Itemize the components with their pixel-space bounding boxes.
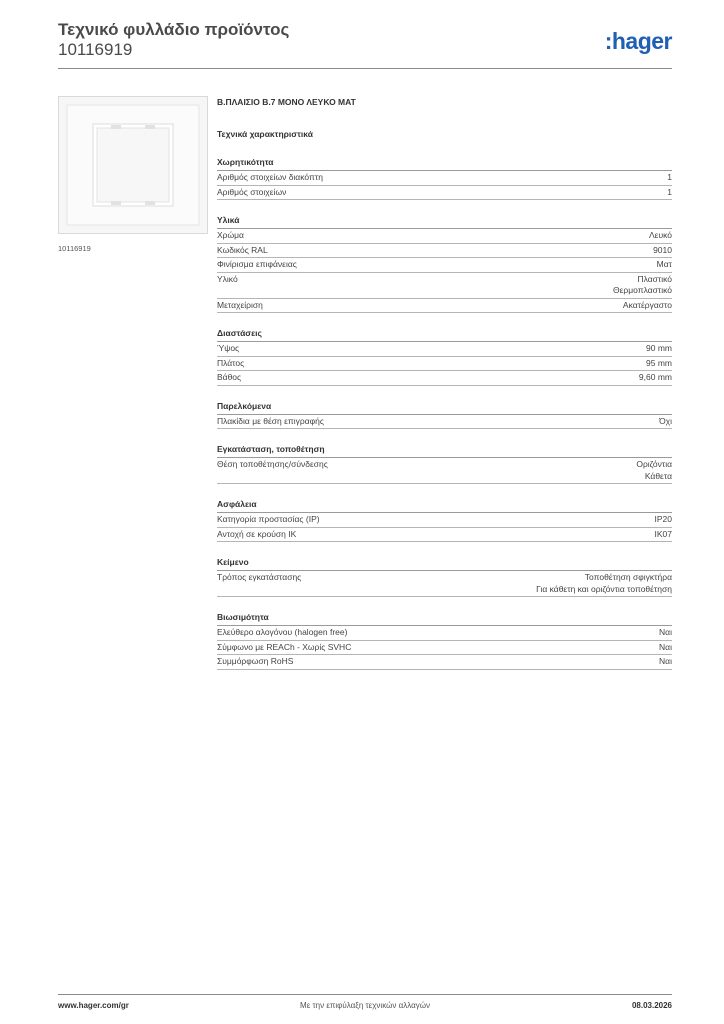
spec-group (217, 498, 672, 542)
spec-label: Φινίρισμα επιφάνειας (217, 259, 297, 269)
spec-label: Σύμφωνο με REACh - Χωρίς SVHC (217, 641, 352, 652)
hager-logo (605, 28, 672, 55)
spec-row (217, 528, 672, 543)
spec-label: Υλικό (217, 273, 238, 284)
spec-value-line: Κάθετα (644, 470, 672, 481)
spec-value (536, 572, 672, 595)
spec-value-line: Ναι (659, 641, 672, 652)
spec-label: Αριθμός στοιχείων διακόπτη (217, 172, 323, 182)
spec-value-line: IK07 (654, 528, 672, 539)
spec-value (655, 529, 673, 541)
section-title: Τεχνικά χαρακτηριστικά (217, 129, 313, 139)
spec-value (659, 656, 672, 668)
spec-label: Θέση τοποθέτησης/σύνδεσης (217, 459, 328, 469)
spec-value (655, 514, 673, 526)
spec-group (217, 443, 672, 484)
spec-value-line: Λευκό (649, 230, 672, 240)
spec-row (217, 655, 672, 670)
spec-value (639, 372, 672, 384)
spec-group (217, 556, 672, 597)
spec-value-line: Τοποθέτηση σφιγκτήρα (584, 572, 672, 582)
spec-label: Βάθος (217, 372, 242, 382)
spec-row (217, 571, 672, 597)
spec-label: Πλάτος (217, 357, 245, 368)
group-heading: Κείμενο (217, 556, 672, 571)
spec-label: Πλακίδια με θέση επιγραφής (217, 415, 324, 426)
spec-value (667, 187, 672, 199)
spec-value (653, 245, 672, 257)
group-heading: Υλικά (217, 214, 672, 229)
group-heading: Διαστάσεις (217, 327, 672, 342)
spec-label: Ελεύθερο αλογόνου (halogen free) (217, 627, 348, 637)
spec-value-line: 90 mm (646, 343, 672, 353)
spec-group (217, 611, 672, 670)
spec-group (217, 400, 672, 430)
product-image (58, 96, 208, 234)
spec-value-line: 9010 (653, 244, 672, 255)
page-header (58, 20, 672, 70)
footer-date: 08.03.2026 (631, 1001, 672, 1010)
spec-value (649, 230, 672, 242)
spec-row (217, 357, 672, 372)
spec-value (613, 274, 672, 297)
spec-row (217, 371, 672, 386)
spec-value-line: Όχι (659, 415, 672, 426)
specifications (217, 96, 672, 670)
spec-value-line: 1 (667, 172, 672, 182)
spec-row (217, 299, 672, 314)
spec-label: Αντοχή σε κρούση IK (217, 528, 297, 539)
document-title: Τεχνικό φυλλάδιο προϊόντος (58, 20, 290, 39)
spec-row (217, 415, 672, 430)
spec-value-line: Θερμοπλαστικό (612, 285, 672, 295)
header-divider (58, 68, 672, 69)
spec-row (217, 458, 672, 484)
spec-value (659, 642, 672, 654)
spec-row (217, 229, 672, 244)
spec-groups (217, 156, 672, 670)
spec-value-line: Οριζόντια (636, 459, 672, 469)
spec-row (217, 513, 672, 528)
spec-row (217, 244, 672, 259)
group-heading: Παρελκόμενα (217, 400, 672, 415)
page-footer (58, 994, 672, 1009)
spec-label: Κωδικός RAL (217, 244, 268, 255)
spec-value (667, 172, 672, 184)
spec-value (623, 300, 672, 312)
spec-value-line: 1 (667, 186, 672, 197)
spec-value-line: Ναι (659, 656, 672, 666)
spec-row (217, 273, 672, 299)
spec-label: Τρόπος εγκατάστασης (217, 572, 302, 582)
spec-label: Κατηγορία προστασίας (IP) (217, 514, 320, 524)
spec-label: Μεταχείριση (217, 299, 263, 310)
spec-value-line: Πλαστικό (637, 273, 672, 284)
spec-label: Ύψος (217, 343, 240, 353)
spec-row (217, 626, 672, 641)
logo-text: hager (611, 28, 672, 54)
spec-label: Συμμόρφωση RoHS (217, 656, 294, 666)
spec-group (217, 214, 672, 313)
group-heading: Βιωσιμότητα (217, 611, 672, 626)
footer-url[interactable]: www.hager.com/gr (58, 1001, 129, 1010)
spec-value-line: Ναι (659, 627, 672, 637)
footer-note: Με την επιφύλαξη τεχνικών αλλαγών (300, 1001, 430, 1010)
spec-value-line: 9,60 mm (638, 372, 672, 382)
image-caption: 10116919 (58, 244, 91, 253)
spec-value-line: 95 mm (646, 357, 672, 368)
group-heading: Ασφάλεια (217, 498, 672, 513)
spec-group (217, 156, 672, 200)
group-heading: Εγκατάσταση, τοποθέτηση (217, 443, 672, 458)
spec-row (217, 186, 672, 201)
spec-label: Χρώμα (217, 230, 244, 240)
spec-group (217, 327, 672, 386)
document-number: 10116919 (58, 40, 133, 59)
spec-row (217, 641, 672, 656)
spec-label: Αριθμός στοιχείων (217, 186, 287, 197)
spec-value-line: Για κάθετη και οριζόντια τοποθέτηση (536, 583, 672, 594)
spec-value (659, 627, 672, 639)
spec-row (217, 342, 672, 357)
spec-value-line: Ματ (656, 259, 672, 269)
spec-value (659, 416, 672, 428)
product-name: B.ΠΛΑΙΣΙΟ B.7 ΜΟΝΟ ΛΕΥΚΟ ΜΑΤ (217, 97, 356, 107)
spec-value (646, 358, 672, 370)
spec-value (636, 459, 672, 482)
frame-illustration-icon (59, 97, 207, 233)
spec-row (217, 171, 672, 186)
logo-mark-icon: : (604, 28, 612, 54)
spec-row (217, 258, 672, 273)
spec-value-line: IP20 (654, 514, 672, 524)
spec-value-line: Ακατέργαστο (622, 299, 672, 310)
spec-value (646, 343, 672, 355)
spec-value (657, 259, 672, 271)
group-heading: Χωρητικότητα (217, 156, 672, 171)
